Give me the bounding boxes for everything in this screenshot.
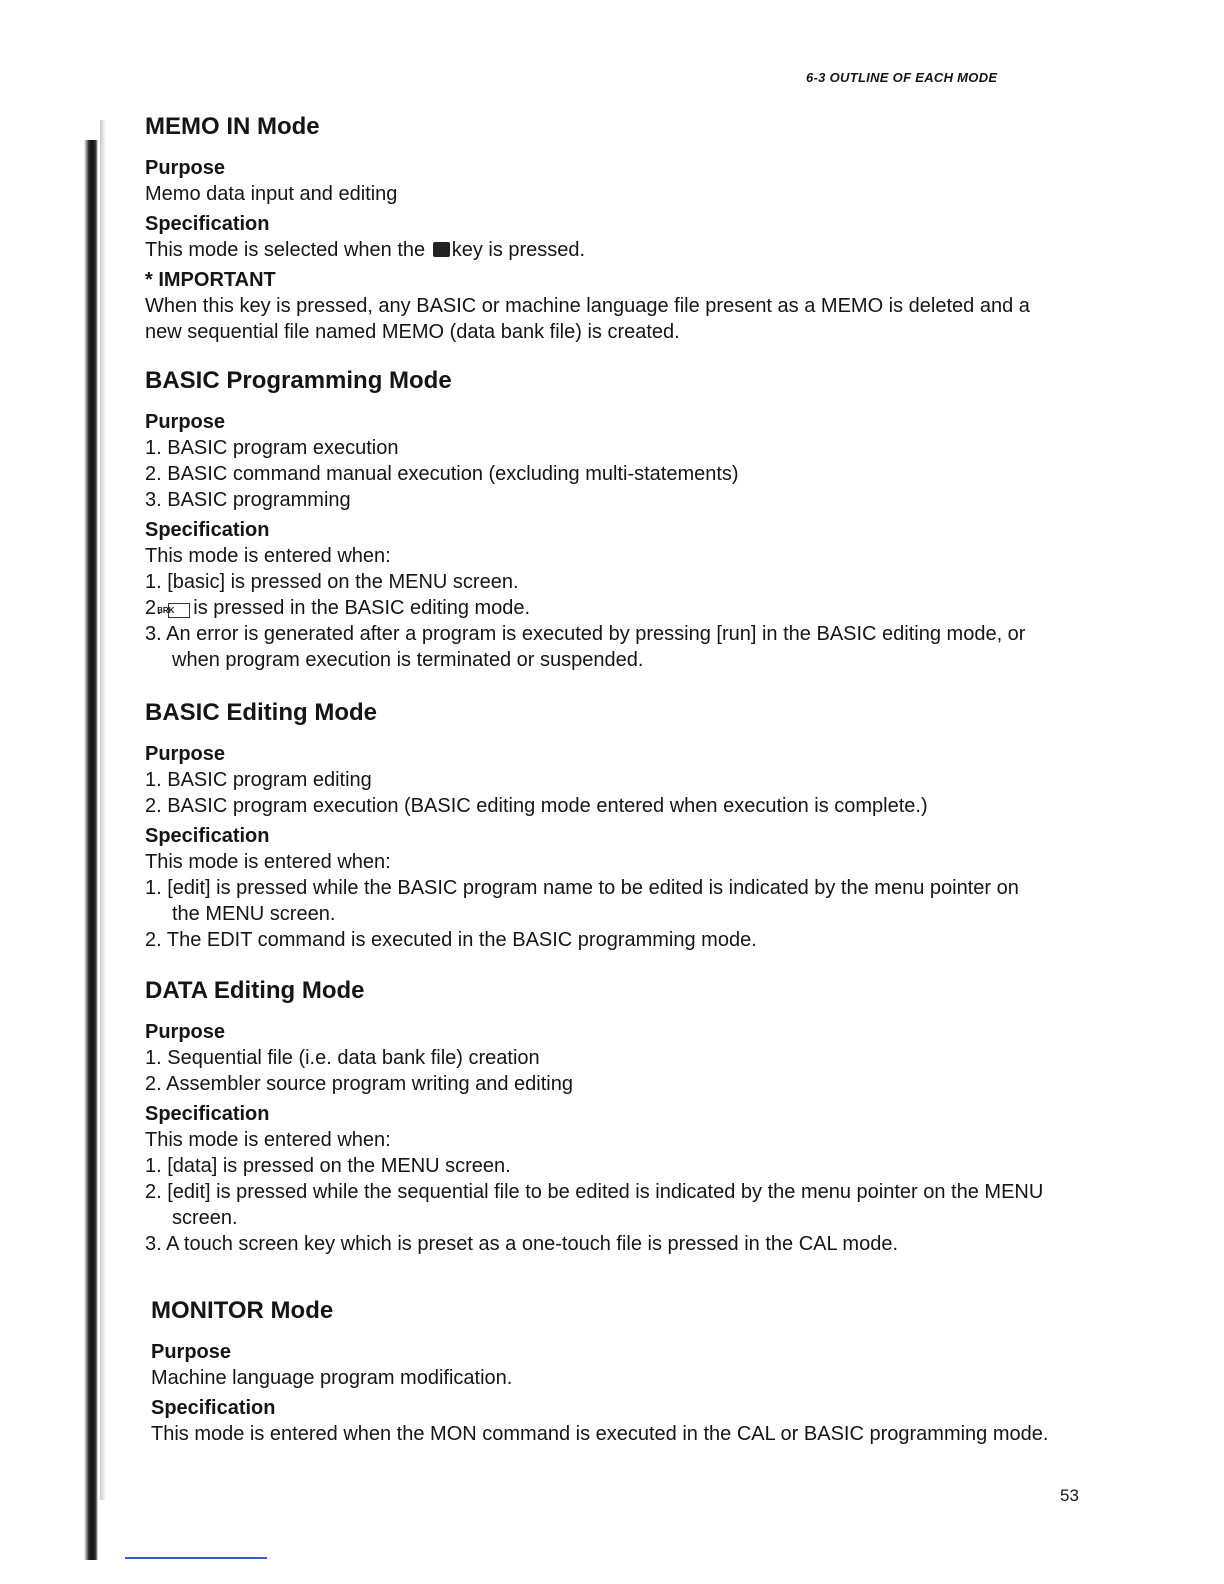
binding-fade [100,120,106,1500]
specification-intro: This mode is entered when: [145,545,391,567]
specification-intro: This mode is entered when: [145,1129,391,1151]
specification-item: 1. [basic] is pressed on the MENU screen. [145,571,519,593]
purpose-label: Purpose [151,1341,232,1363]
section-title: BASIC Programming Mode [145,367,452,394]
spec-text-after: key is pressed. [451,239,586,261]
section-basic-editing-mode [145,699,1045,953]
specification-item: 2. The EDIT command is executed in the BASIC programming mode. [145,929,757,951]
purpose-item: 2. BASIC program execution (BASIC editing mode entered when execution is complete.) [145,795,928,817]
section-title: DATA Editing Mode [145,977,365,1004]
specification-item: 1. [data] is pressed on the MENU screen. [145,1155,511,1177]
important-text: When this key is pressed, any BASIC or machine language file present as a MEMO is deleted and a new sequential file named MEMO (data bank file) is created. [145,295,1030,343]
brk-key-icon: BRK [168,603,190,618]
important-label: * IMPORTANT [145,269,276,291]
specification-item: 3. A touch screen key which is preset as a one-touch file is pressed in the CAL mode. [145,1233,898,1255]
section-title: MEMO IN Mode [145,113,320,140]
section-memo-in-mode [145,113,1045,345]
section-title: BASIC Editing Mode [145,699,377,726]
purpose-label: Purpose [145,1021,226,1043]
specification-item [145,595,1045,621]
purpose-item: 2. Assembler source program writing and editing [145,1073,573,1095]
specification-item: 3. An error is generated after a program is executed by pressing [run] in the BASIC editing mode, or when program execution is terminated or suspended. [145,623,1026,671]
purpose-item: 1. BASIC program editing [145,769,372,791]
specification-text: This mode is entered when the MON command is executed in the CAL or BASIC programming mode. [151,1423,1049,1445]
spec-item-number: 2. [145,597,162,619]
section-monitor-mode [151,1297,1051,1447]
spec-text-before: This mode is selected when the [145,239,426,261]
specification-label: Specification [145,213,270,235]
bottom-rule [125,1557,267,1559]
section-data-editing-mode [145,977,1045,1257]
page-number: 53 [1060,1486,1079,1505]
specification-label: Specification [151,1397,276,1419]
purpose-label: Purpose [145,157,226,179]
purpose-item: 1. Sequential file (i.e. data bank file) creation [145,1047,540,1069]
specification-item: 1. [edit] is pressed while the BASIC program name to be edited is indicated by the menu pointer on the MENU screen. [145,877,1019,925]
specification-label: Specification [145,825,270,847]
spec-item-text: is pressed in the BASIC editing mode. [193,597,531,619]
purpose-text: Machine language program modification. [151,1367,513,1389]
purpose-text: Memo data input and editing [145,183,398,205]
specification-intro: This mode is entered when: [145,851,391,873]
purpose-item: 1. BASIC program execution [145,437,399,459]
purpose-label: Purpose [145,411,226,433]
purpose-label: Purpose [145,743,226,765]
purpose-item: 3. BASIC programming [145,489,351,511]
memo-key-icon [433,242,450,257]
specification-item: 2. [edit] is pressed while the sequential file to be edited is indicated by the menu pointer on the MENU screen. [145,1181,1044,1229]
section-title: MONITOR Mode [151,1297,334,1324]
running-head: 6-3 OUTLINE OF EACH MODE [806,70,998,85]
section-basic-programming-mode [145,367,1045,673]
specification-label: Specification [145,519,270,541]
specification-label: Specification [145,1103,270,1125]
binding-shadow [84,140,98,1560]
specification-text [145,237,1045,263]
purpose-item: 2. BASIC command manual execution (excluding multi-statements) [145,463,739,485]
